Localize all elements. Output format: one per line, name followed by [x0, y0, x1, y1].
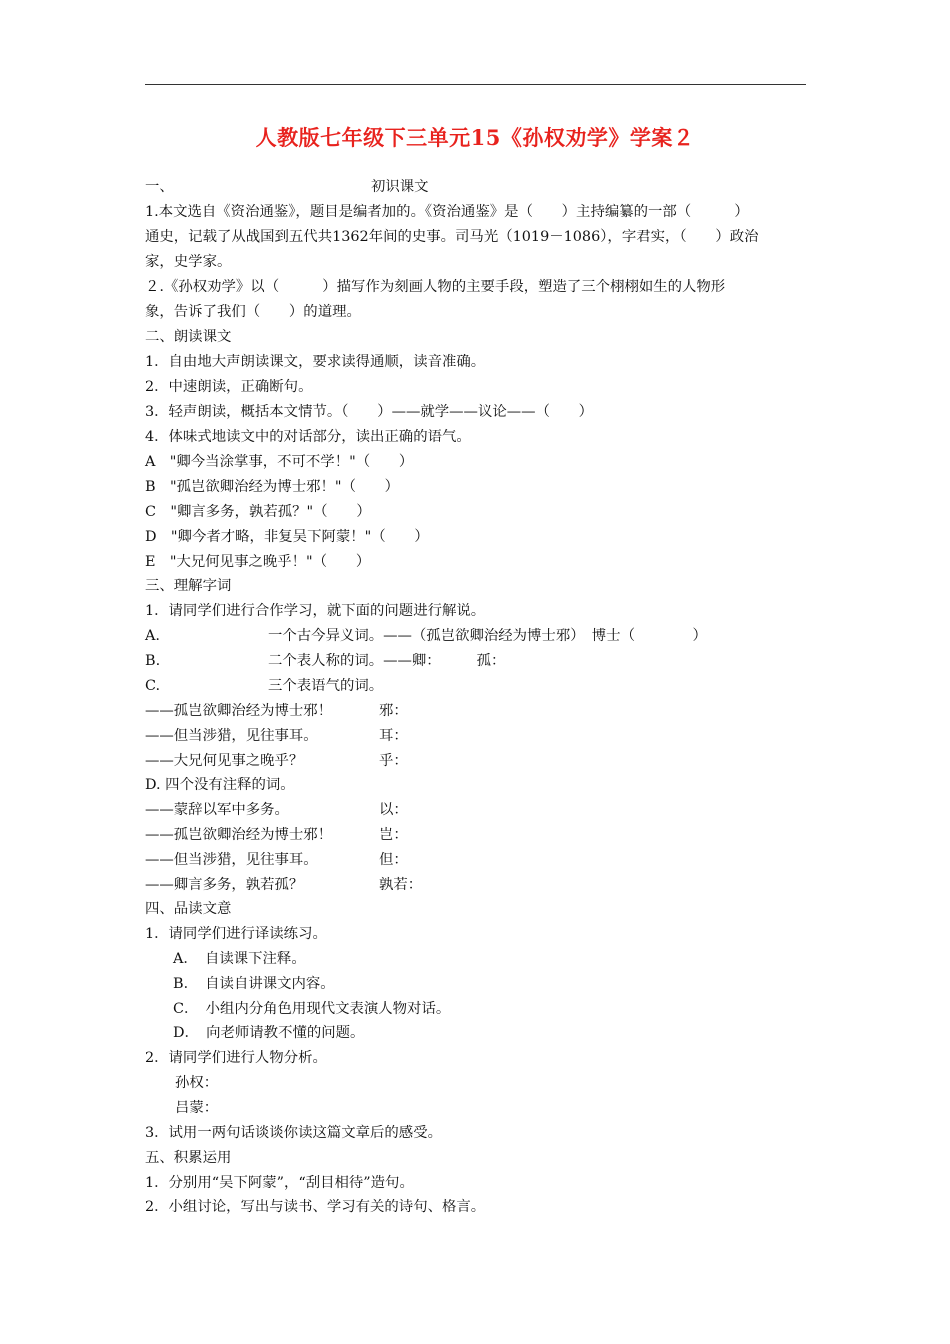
s4-q1-item: A． 自读课下注释。: [173, 951, 306, 967]
s4-q1-item: D． 向老师请教不懂的问题。: [173, 1025, 365, 1041]
s1-q1-line2: 通史，记载了从战国到五代共1362年间的史事。司马光（1019－1086），字君实，（ ）政治: [145, 229, 759, 245]
s2-item: 2．中速朗读，正确断句。: [145, 379, 313, 395]
s3-d-word: 以：: [379, 802, 408, 818]
s3-d-sentence: ——蒙辞以军中多务。: [145, 802, 289, 818]
s3-a-text: 一个古今异义词。——（孤岂欲卿治经为博士邪） 博士（ ）: [268, 628, 707, 644]
section-2-heading: 二、朗读课文: [145, 329, 232, 345]
s1-q1-line3: 家，史学家。: [145, 254, 232, 270]
s3-b-label: B.: [145, 653, 161, 669]
s3-d-word: 但：: [379, 852, 408, 868]
header-rule: [145, 84, 806, 85]
section-3-heading: 三、理解字词: [145, 578, 232, 594]
s4-q1-item: C． 小组内分角色用现代文表演人物对话。: [173, 1001, 451, 1017]
section-1-heading: 初识课文: [371, 179, 429, 195]
s4-q1-item: B． 自读自讲课文内容。: [173, 976, 335, 992]
s3-d-text: D. 四个没有注释的词。: [145, 777, 295, 793]
s3-d-sentence: ——卿言多务，孰若孤？: [145, 877, 304, 893]
s3-b-text: 二个表人称的词。——卿： 孤：: [268, 653, 506, 669]
s3-d-sentence: ——孤岂欲卿治经为博士邪！: [145, 827, 333, 843]
s2-item: 3．轻声朗读，概括本文情节。（ ）——就学——议论——（ ）: [145, 404, 594, 420]
s3-a-label: A.: [145, 628, 160, 644]
s5-item: 1．分别用“吴下阿蒙”，“刮目相待”造句。: [145, 1175, 414, 1191]
document-title: 人教版七年级下三单元15《孙权劝学》学案２: [255, 125, 695, 150]
s4-q2-item: 孙权：: [175, 1075, 219, 1091]
s3-c-sentence: ——但当涉猎，见往事耳。: [145, 728, 318, 744]
s3-d-word: 孰若：: [379, 877, 423, 893]
s3-c-text: 三个表语气的词。: [268, 678, 384, 694]
s3-c-label: C.: [145, 678, 161, 694]
s4-q2-item: 吕蒙：: [175, 1100, 219, 1116]
s3-c-word: 乎：: [379, 753, 408, 769]
s4-q3: 3．试用一两句话谈谈你读这篇文章后的感受。: [145, 1125, 442, 1141]
s3-c-word: 耳：: [379, 728, 408, 744]
s1-q2-line2: 象，告诉了我们（ ）的道理。: [145, 304, 361, 320]
s5-item: 2．小组讨论，写出与读书、学习有关的诗句、格言。: [145, 1199, 486, 1215]
s2-item: C "卿言多务，孰若孤？"（ ）: [145, 504, 371, 520]
s3-d-word: 岂：: [379, 827, 408, 843]
s2-item: 4．体味式地读文中的对话部分，读出正确的语气。: [145, 429, 471, 445]
section-4-heading: 四、品读文意: [145, 901, 232, 917]
s1-q1-line1: 1.本文选自《资治通鉴》，题目是编者加的。《资治通鉴》是（ ）主持编纂的一部（ ）: [145, 204, 749, 220]
s2-item: D "卿今者才略，非复吴下阿蒙！"（ ）: [145, 529, 429, 545]
section-1-heading-number: 一、: [145, 179, 174, 195]
s4-q2: 2．请同学们进行人物分析。: [145, 1050, 327, 1066]
s3-c-word: 邪：: [379, 703, 408, 719]
s2-item: 1．自由地大声朗读课文，要求读得通顺，读音准确。: [145, 354, 486, 370]
s2-item: E "大兄何见事之晚乎！"（ ）: [145, 554, 371, 570]
s1-q2-line1: ２.《孙权劝学》以（ ）描写作为刻画人物的主要手段，塑造了三个栩栩如生的人物形: [145, 279, 726, 295]
s3-d-sentence: ——但当涉猎，见往事耳。: [145, 852, 318, 868]
s2-item: A "卿今当涂掌事，不可不学！"（ ）: [145, 454, 414, 470]
s3-intro: 1．请同学们进行合作学习，就下面的问题进行解说。: [145, 603, 486, 619]
section-5-heading: 五、积累运用: [145, 1150, 232, 1166]
s3-c-sentence: ——大兄何见事之晚乎？: [145, 753, 304, 769]
s3-c-sentence: ——孤岂欲卿治经为博士邪！: [145, 703, 333, 719]
s4-q1: 1．请同学们进行译读练习。: [145, 926, 327, 942]
s2-item: B "孤岂欲卿治经为博士邪！"（ ）: [145, 479, 400, 495]
